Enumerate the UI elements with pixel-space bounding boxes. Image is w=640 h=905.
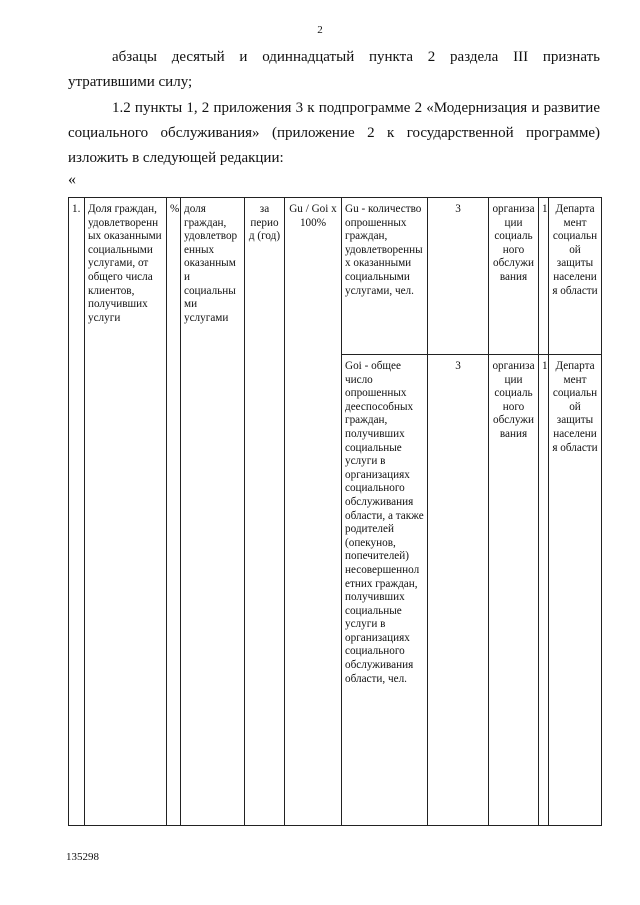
paragraph-1: абзацы десятый и одиннадцатый пункта 2 раздела III признать утратившими силу; [68,49,600,90]
open-quote: « [68,171,76,188]
time-period: за период (год) [245,198,285,826]
table-row [69,198,602,355]
source-gu: организации социального обслуживания [489,198,539,355]
indicator-name: Доля граждан, удовлетворенных оказанными социальными услугами, от общего числа клиентов, получивших услуги [85,198,167,826]
indicator-table [68,197,602,826]
code-gu: 1 [539,198,549,355]
variable-gu: Gu - количество опрошенных граждан, удовлетворенных оказанными социальными услугами, чел. [342,198,428,355]
row-number: 1. [69,198,85,826]
responsible-goi: Департамент социальной защиты населения области [549,355,602,826]
unit: % [167,198,181,826]
indicator-definition: доля граждан, удовлетворенных оказанными социальными услугами [181,198,245,826]
page-number: 2 [317,24,323,36]
responsible-gu: Департамент социальной защиты населения области [549,198,602,355]
code-goi: 1 [539,355,549,826]
method-goi: 3 [428,355,489,826]
method-gu: 3 [428,198,489,355]
source-goi: организации социального обслуживания [489,355,539,826]
paragraph-2: 1.2 пункты 1, 2 приложения 3 к подпрограмме 2 «Модернизация и развитие социального обслуживания» (приложение 2 к государственной программе) изложить в следующей редакции: [68,100,600,166]
document-code: 135298 [66,851,99,863]
calculation-formula: Gu / Goi x 100% [285,198,342,826]
variable-goi: Goi - общее число опрошенных дееспособных граждан, получивших социальные услуги в организациях социального обслуживания области, а также родителей (опекунов, попечителей) несовершеннолетних граждан, получивших социальные услуги в организациях социального обслуживания области, чел. [342,355,428,826]
